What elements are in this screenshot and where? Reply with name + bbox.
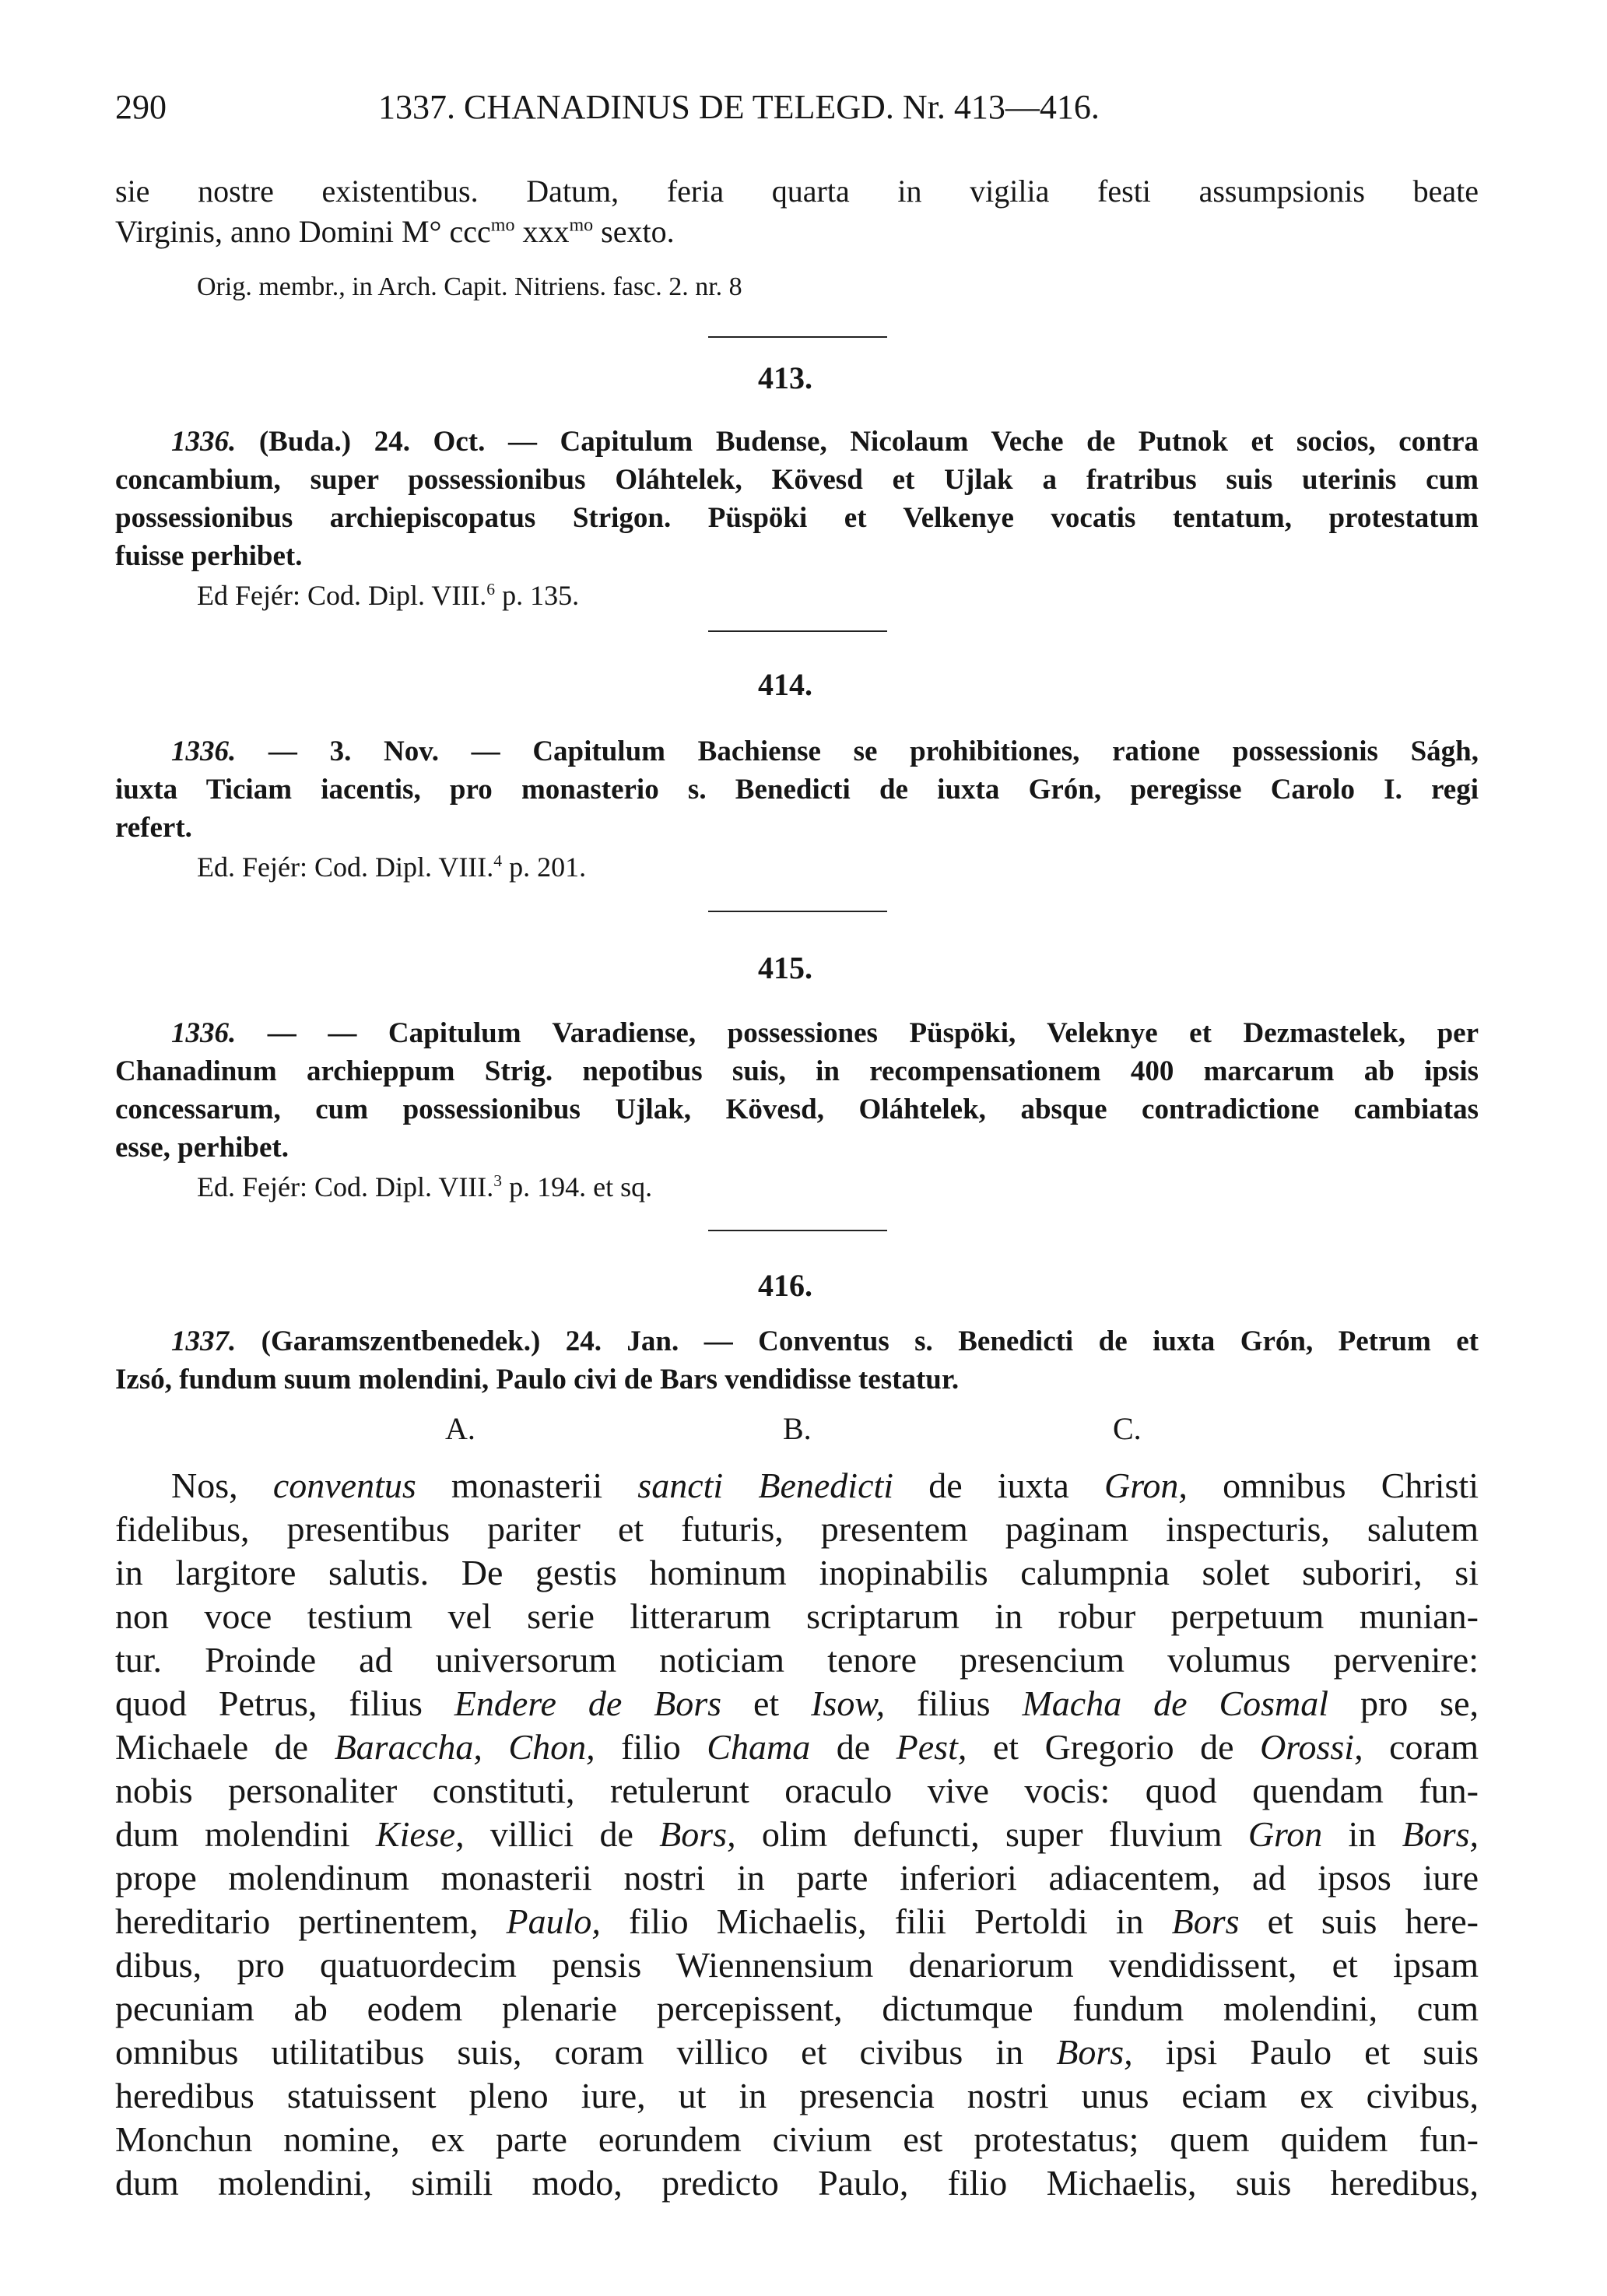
entry-414-line-1: 1336. — 3. Nov. — Capitulum Bachiense se prohibitiones, ratione possessionis Ságh, — [171, 735, 1479, 767]
entry-413-line-3: possessionibus archiepiscopatus Strigon. Püspöki et Velkenye vocatis tentatum, protestatum — [115, 502, 1479, 534]
entry-414-source: Ed. Fejér: Cod. Dipl. VIII.$^4$ p. 201. — [197, 851, 587, 883]
divider-rule — [708, 911, 887, 912]
charter-line-11: hereditario pertinentem, Paulo, filio Michaelis, filii Pertoldi in Bors et suis here- — [115, 1901, 1479, 1941]
divider-rule — [708, 336, 887, 338]
charter-line-5: tur. Proinde ad universorum noticiam tenore presencium volumus pervenire: — [115, 1640, 1479, 1680]
entry-413-line-2: concambium, super possessionibus Oláhtelek, Kövesd et Ujlak a fratribus suis uterinis cum — [115, 464, 1479, 496]
charter-line-3: in largitore salutis. De gestis hominum inopinabilis calumpnia solet suboriri, si — [115, 1553, 1479, 1592]
entry-number-416: 416. — [758, 1268, 812, 1303]
entry-415-line-4: esse, perhibet. — [115, 1132, 289, 1164]
charter-line-9: dum molendini Kiese, villici de Bors, olim defuncti, super fluvium Gron in Bors, — [115, 1814, 1479, 1854]
divider-rule — [708, 1230, 887, 1231]
charter-line-8: nobis personaliter constituti, retulerunt oraculo vive vocis: quod quendam fun- — [115, 1771, 1479, 1810]
entry-number-415: 415. — [758, 950, 812, 985]
charter-line-4: non voce testium vel serie litterarum scriptarum in robur perpetuum munian- — [115, 1596, 1479, 1636]
entry-413-line-4: fuisse perhibet. — [115, 540, 303, 572]
charter-line-7: Michaele de Baraccha, Chon, filio Chama de Pest, et Gregorio de Orossi, coram — [115, 1727, 1479, 1767]
charter-line-2: fidelibus, presentibus pariter et futuris, presentem paginam inspecturis, salutem — [115, 1509, 1479, 1549]
prev-entry-line-1: sie nostre existentibus. Datum, feria quarta in vigilia festi assumpsionis beate — [115, 174, 1479, 209]
entry-415-line-2: Chanadinum archieppum Strig. nepotibus suis, in recompensationem 400 marcarum ab ipsis — [115, 1055, 1479, 1087]
entry-414-line-2: iuxta Ticiam iacentis, pro monasterio s. Benedicti de iuxta Grón, peregisse Carolo I. regi — [115, 774, 1479, 806]
entry-415-source: Ed. Fejér: Cod. Dipl. VIII.$^3$ p. 194. et sq. — [197, 1171, 653, 1202]
prev-entry-line-2: Virginis, anno Domini M° ccc$^{mo}$ xxx$^{mo}$ sexto. — [115, 214, 675, 249]
charter-line-17: dum molendini, simili modo, predicto Paulo, filio Michaelis, suis heredibus, — [115, 2163, 1479, 2203]
charter-line-13: pecuniam ab eodem plenarie percepissent, dictumque fundum molendini, cum — [115, 1989, 1479, 2028]
charter-line-10: prope molendinum monasterii nostri in parte inferiori adiacentem, ad ipsos iure — [115, 1858, 1479, 1898]
version-label-a: A. — [445, 1411, 475, 1446]
entry-416-line-1: 1337. (Garamszentbenedek.) 24. Jan. — Conventus s. Benedicti de iuxta Grón, Petrum et — [171, 1325, 1479, 1357]
page-number: 290 — [115, 88, 167, 126]
entry-number-413: 413. — [758, 360, 812, 395]
divider-rule — [708, 630, 887, 632]
entry-number-414: 414. — [758, 667, 812, 702]
running-title: 1337. CHANADINUS DE TELEGD. Nr. 413—416. — [378, 88, 1100, 126]
entry-414-line-3: refert. — [115, 812, 192, 844]
charter-line-15: heredibus statuissent pleno iure, ut in presencia nostri unus eciam ex civibus, — [115, 2076, 1479, 2115]
charter-line-14: omnibus utilitatibus suis, coram villico et civibus in Bors, ipsi Paulo et suis — [115, 2032, 1479, 2072]
charter-line-1: Nos, conventus monasterii sancti Benedicti de iuxta Gron, omnibus Christi — [171, 1466, 1479, 1505]
entry-413-line-1: 1336. (Buda.) 24. Oct. — Capitulum Budense, Nicolaum Veche de Putnok et socios, contra — [171, 426, 1479, 458]
entry-415-line-3: concessarum, cum possessionibus Ujlak, Kövesd, Oláhtelek, absque contradictione cambiatas — [115, 1094, 1479, 1125]
version-label-c: C. — [1113, 1411, 1142, 1446]
charter-line-6: quod Petrus, filius Endere de Bors et Isow, filius Macha de Cosmal pro se, — [115, 1683, 1479, 1723]
version-label-b: B. — [783, 1411, 812, 1446]
prev-entry-source: Orig. membr., in Arch. Capit. Nitriens. fasc. 2. nr. 8 — [197, 272, 742, 301]
charter-line-12: dibus, pro quatuordecim pensis Wiennensium denariorum vendidissent, et ipsam — [115, 1945, 1479, 1985]
charter-line-16: Monchun nomine, ex parte eorundem civium est protestatus; quem quidem fun- — [115, 2119, 1479, 2159]
entry-416-line-2: Izsó, fundum suum molendini, Paulo civi de Bars vendidisse testatur. — [115, 1364, 960, 1396]
entry-413-source: Ed Fejér: Cod. Dipl. VIII.$^6$ p. 135. — [197, 580, 580, 611]
entry-415-line-1: 1336. — — Capitulum Varadiense, possessiones Püspöki, Veleknye et Dezmastelek, per — [171, 1017, 1479, 1049]
